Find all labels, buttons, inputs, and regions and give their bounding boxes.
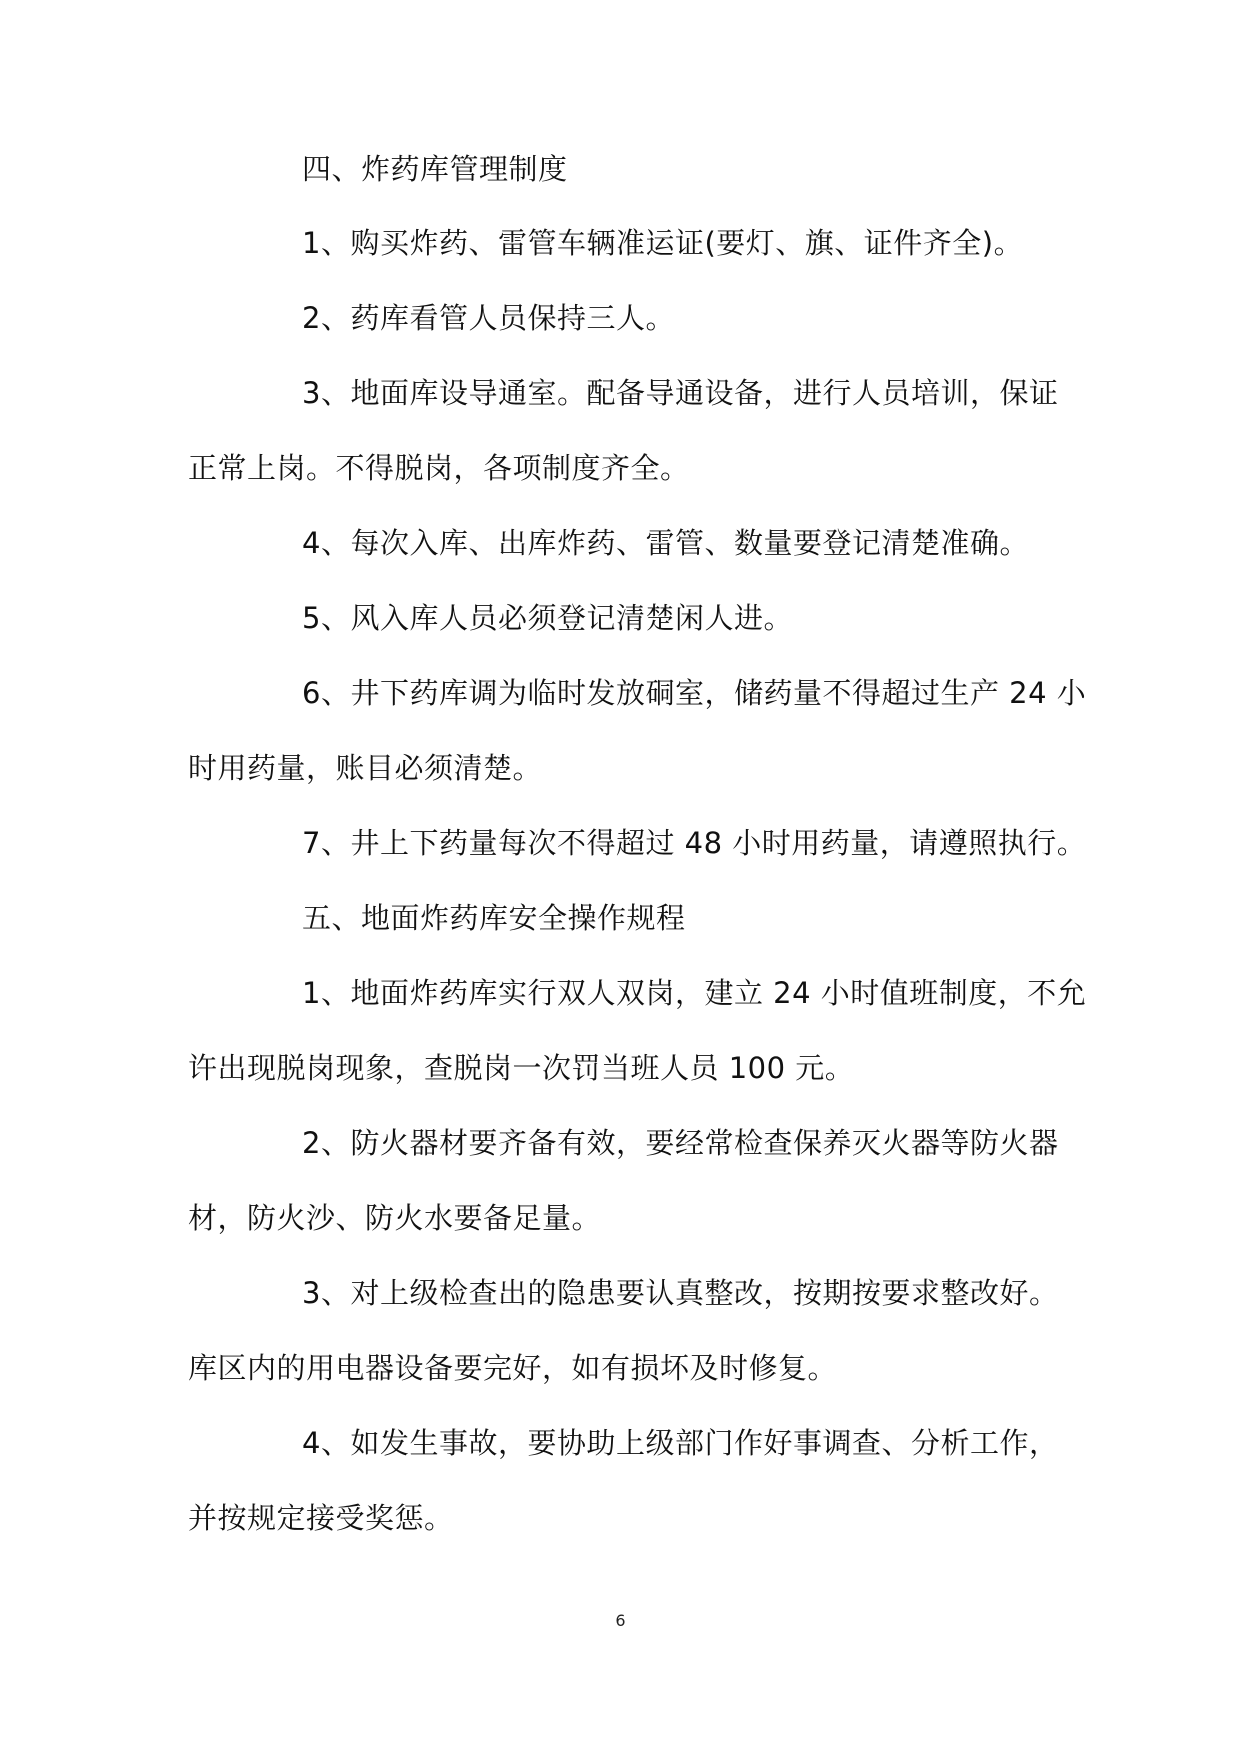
paragraph-line: 4、每次入库、出库炸药、雷管、数量要登记清楚准确。	[302, 526, 1029, 560]
paragraph-line: 2、防火器材要齐备有效，要经常检查保养灭火器等防火器	[302, 1126, 1059, 1160]
paragraph-line: 1、购买炸药、雷管车辆准运证(要灯、旗、证件齐全)。	[302, 226, 1024, 260]
paragraph-line: 7、井上下药量每次不得超过 48 小时用药量，请遵照执行。	[302, 826, 1087, 860]
paragraph-line: 材，防火沙、防火水要备足量。	[188, 1201, 602, 1235]
paragraph-line: 许出现脱岗现象，查脱岗一次罚当班人员 100 元。	[188, 1051, 855, 1085]
paragraph-line: 1、地面炸药库实行双人双岗，建立 24 小时值班制度，不允	[302, 976, 1087, 1010]
paragraph-line: 3、对上级检查出的隐患要认真整改，按期按要求整改好。	[302, 1276, 1059, 1310]
section-heading-4: 四、炸药库管理制度	[302, 152, 568, 186]
paragraph-line: 时用药量，账目必须清楚。	[188, 751, 543, 785]
paragraph-line: 2、药库看管人员保持三人。	[302, 301, 675, 335]
paragraph-line: 6、井下药库调为临时发放硐室，储药量不得超过生产 24 小	[302, 676, 1087, 710]
paragraph-line: 5、风入库人员必须登记清楚闲人进。	[302, 601, 793, 635]
paragraph-line: 3、地面库设导通室。配备导通设备，进行人员培训，保证	[302, 376, 1059, 410]
paragraph-line: 并按规定接受奖惩。	[188, 1501, 454, 1535]
paragraph-line: 4、如发生事故，要协助上级部门作好事调查、分析工作，	[302, 1426, 1059, 1460]
section-heading-5: 五、地面炸药库安全操作规程	[302, 901, 686, 935]
page-number: 6	[615, 1611, 626, 1630]
paragraph-line: 正常上岗。不得脱岗，各项制度齐全。	[188, 451, 690, 485]
paragraph-line: 库区内的用电器设备要完好，如有损坏及时修复。	[188, 1351, 838, 1385]
